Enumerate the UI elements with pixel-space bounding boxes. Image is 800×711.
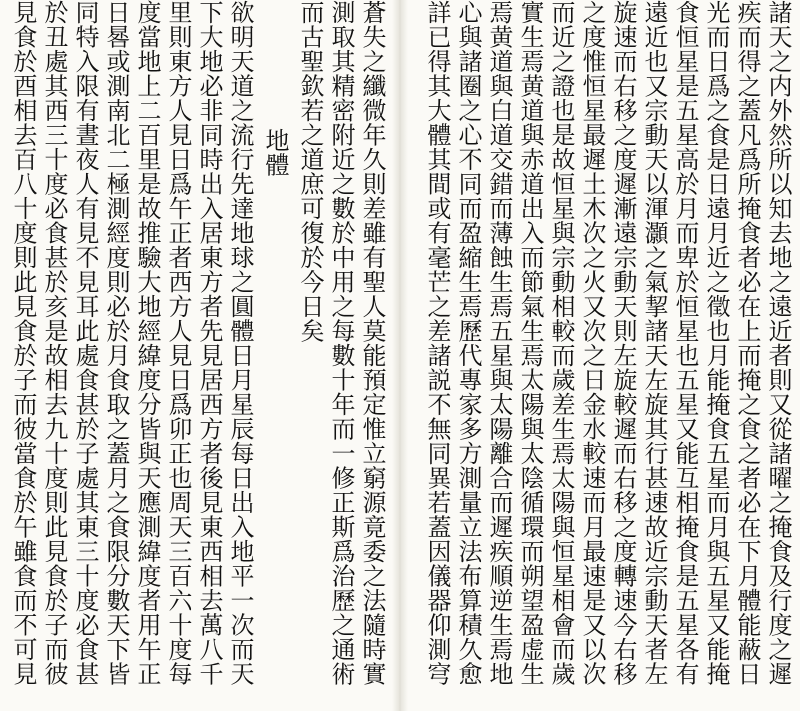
section-heading: 地體 <box>261 128 289 177</box>
left-page-body-column-6: 同特入限有晝夜人有見不見耳此處食甚於子處其東三十度必食甚 <box>71 0 99 686</box>
right-page-column-5: 遠近也又宗動天以渾灝之氣挈諸天左旋其行甚速故近宗動天者左 <box>640 0 668 686</box>
right-page-column-9: 實生焉黄道與赤道出入而節氣生焉太陽與太陰循環而朔望盈虚生 <box>516 0 544 686</box>
page-fold <box>392 0 408 711</box>
right-page-column-7: 之度惟恒星最遲土木次之火又次之日金水較速而月最速是又以次 <box>578 0 606 686</box>
right-page-column-2: 疾而得之蓋凡爲所掩食者必在上而掩之食之者必在下月體能蔽日 <box>733 0 761 686</box>
left-page-column-1: 蒼失之纖微年久則差雖有聖人莫能預定惟立窮源竟委之法隨時實 <box>358 0 386 686</box>
left-page-body-column-1: 欲明天道之流行先達地球之圓體日月星辰每日出入地平一次而天 <box>226 0 254 686</box>
left-page-column-3: 而古聖欽若之道庶可復於今日矣 <box>296 0 324 343</box>
right-page-column-10: 焉黄道與白道交錯而薄蝕生焉五星與太陽離合而遲疾順逆生焉地 <box>485 0 513 686</box>
left-page-column-2: 測取其精密附近之數於中用之每數十年而一修正斯爲治歷之通術 <box>327 0 355 686</box>
right-page-column-1: 諸天之内外然所以知去地之遠近者則又從諸曜之掩食及行度之遲 <box>764 0 792 686</box>
left-page-body-column-3: 里則東方人見日爲午正者西方人見日爲卯正也周天三百六十度每 <box>164 0 192 686</box>
right-page-column-4: 食恒星是五星高於月而卑於恒星也五星又能互相掩食是五星各有 <box>671 0 699 686</box>
right-page-column-3: 光而日爲之食是日遠月近之徵也月能掩食五星而月與五星又能掩 <box>702 0 730 686</box>
left-page-body-column-5: 日晷或測南北二極測經度則必於月食取之蓋月之食限分數天下皆 <box>102 0 130 686</box>
right-page-column-8: 而近之證也是故恒星與宗動相較而歲差生焉太陽與恒星相會而歲 <box>547 0 575 686</box>
right-page-column-12: 詳已得其大體其間或有毫芒之差諸説不無同異若蓋因儀器仰測穹 <box>423 0 451 686</box>
right-page-column-6: 旋速而右移之度遲漸遠宗動天則左旋較遲而右移之度轉速今右移 <box>609 0 637 686</box>
left-page-body-column-7: 於丑處其西三十度必食甚於亥是故相去九十度則此見食於子而彼 <box>40 0 68 686</box>
left-page-body-column-2: 下大地必非同時出入居東方者先見居西方者後見東西相去萬八千 <box>195 0 223 686</box>
right-page-column-11: 心與諸圈之心不同而盈縮生焉歷代專家多方測量立法布算積久愈 <box>454 0 482 686</box>
left-page-body-column-4: 度當地上二百里是故推驗大地經緯度分皆與天應測緯度者用午正 <box>133 0 161 686</box>
left-page-body-column-8: 見食於酉相去百八十度則此見食於子而彼當食於午雖食而不可見 <box>9 0 37 686</box>
